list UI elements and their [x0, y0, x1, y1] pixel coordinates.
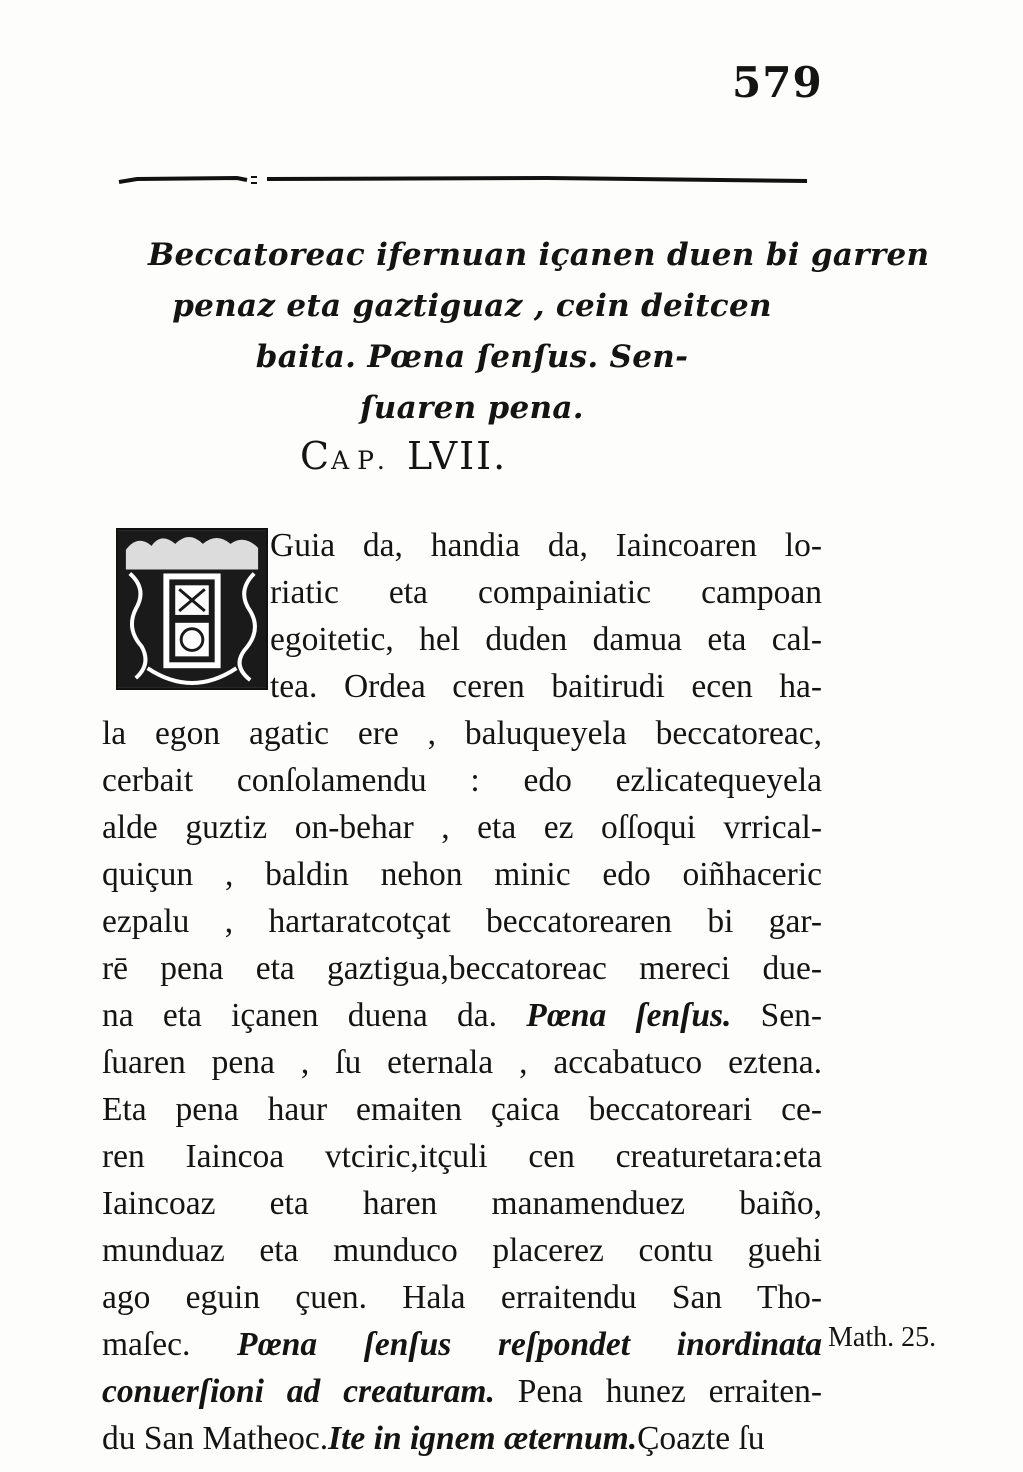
chapter-title [300, 434, 720, 478]
text-segment: cerbait conſolamendu : edo ezlicatequeyela [102, 762, 822, 799]
text-segment: Pena hunez erraiten- [494, 1373, 823, 1410]
text-segment: la egon agatic ere , baluqueyela beccatoreac, [102, 715, 822, 752]
heading-line: penaz eta gaztiguaz , cein deitcen [172, 288, 772, 324]
text-line [102, 1274, 822, 1321]
chapter-number: LVII. [406, 434, 508, 478]
text-line [102, 710, 822, 757]
text-segment: Eta pena haur emaiten çaica beccatoreari ce- [102, 1091, 822, 1128]
main-text [102, 522, 822, 1462]
text-segment: du San Matheoc. [102, 1420, 329, 1457]
text-line [102, 1368, 822, 1415]
text-line [102, 1039, 822, 1086]
text-segment: Çoazte ſu [637, 1420, 765, 1457]
text-segment: Iaincoaz eta haren manamenduez baiño, [102, 1185, 822, 1222]
latin-quote: conuerſioni ad creaturam. [102, 1373, 495, 1410]
chapter-prefix-rest: AP. [331, 446, 393, 475]
text-segment: alde guztiz on-behar , eta ez oſſoqui vrrical- [102, 809, 822, 846]
latin-quote: Pœna ſenſus reſpondet inordinata [237, 1326, 822, 1363]
text-segment: ren Iaincoa vtciric,itçuli cen creaturetara:eta [102, 1138, 822, 1175]
text-segment: na eta içanen duena da. [102, 997, 527, 1034]
text-line [102, 1133, 822, 1180]
text-segment: egoitetic, hel duden damua eta cal- [270, 621, 822, 658]
text-segment: ago eguin çuen. Hala erraitendu San Tho- [102, 1279, 822, 1316]
text-line [102, 1415, 822, 1462]
latin-quote: Pœna ſenſus. [526, 997, 732, 1034]
text-segment: ezpalu , hartaratcotçat beccatorearen bi gar- [102, 903, 822, 940]
latin-quote: Ite in ignem æternum. [328, 1420, 638, 1457]
text-line [102, 1227, 822, 1274]
text-segment: quiçun , baldin nehon minic edo oiñhaceric [102, 856, 822, 893]
text-segment: maſec. [102, 1326, 238, 1363]
text-segment: munduaz eta munduco placerez contu guehi [102, 1232, 822, 1269]
text-line [102, 992, 822, 1039]
text-segment: Sen- [731, 997, 822, 1034]
ornamental-rule [117, 172, 809, 188]
text-segment: Guia da, handia da, Iaincoaren lo- [270, 527, 822, 564]
text-segment: tea. Ordea ceren baitirudi ecen ha- [270, 668, 822, 705]
text-line [102, 945, 822, 992]
text-line [102, 804, 822, 851]
text-line [270, 663, 822, 710]
page-number: 579 [732, 58, 823, 107]
text-line [102, 757, 822, 804]
text-line [270, 569, 822, 616]
text-line [270, 616, 822, 663]
heading-line: Beccatoreac ifernuan içanen duen bi garren [148, 237, 930, 273]
heading-line: ſuaren pena. [360, 390, 584, 426]
chapter-prefix-initial: C [300, 434, 332, 478]
text-line [102, 851, 822, 898]
margin-reference: Math. 25. [828, 1322, 937, 1353]
text-line [102, 898, 822, 945]
text-line [102, 1180, 822, 1227]
text-segment: riatic eta compainiatic campoan [270, 574, 822, 611]
text-segment: rē pena eta gaztigua,beccatoreac mereci due- [102, 950, 822, 987]
text-line [270, 522, 822, 569]
text-line [102, 1321, 822, 1368]
text-segment: ſuaren pena , ſu eternala , accabatuco eztena. [102, 1044, 822, 1081]
text-line [102, 1086, 822, 1133]
heading-line: baita. Pœna ſenſus. Sen- [255, 339, 689, 375]
chapter-heading [148, 230, 930, 434]
